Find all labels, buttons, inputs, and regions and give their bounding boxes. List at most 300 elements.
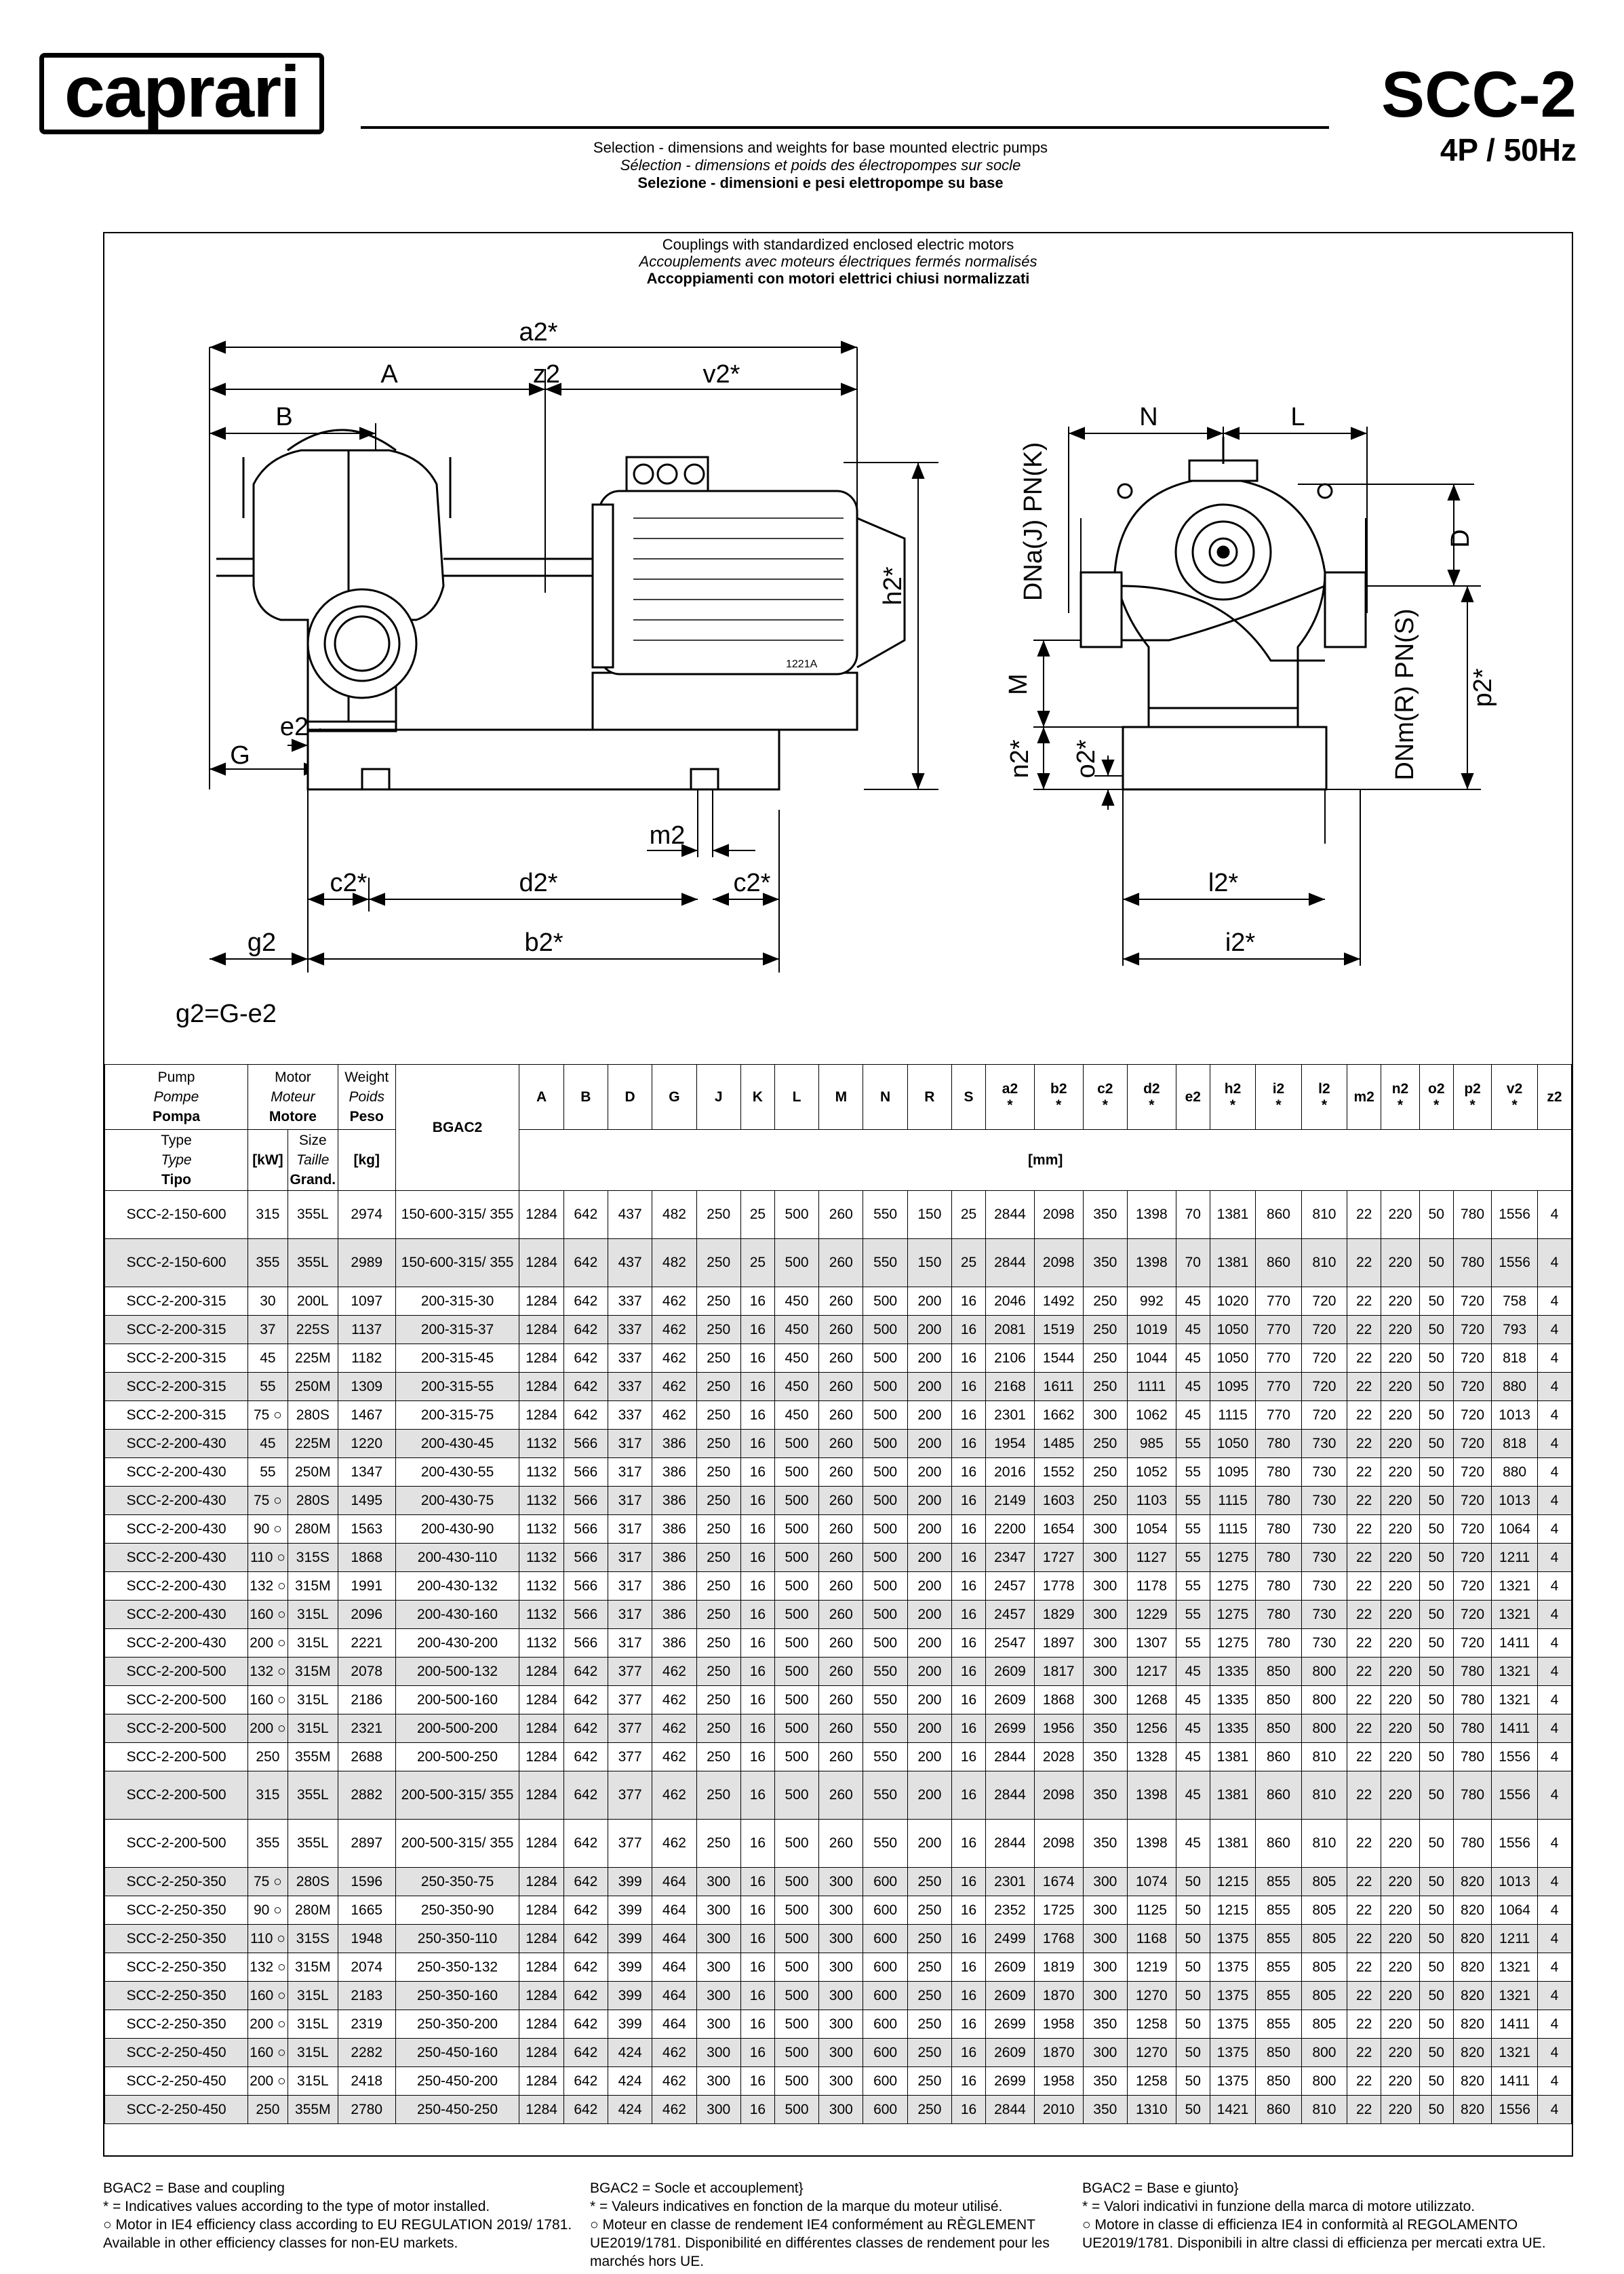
- table-cell: 880: [1492, 1458, 1537, 1487]
- table-cell: 860: [1256, 1239, 1301, 1287]
- table-cell: 1256: [1127, 1714, 1176, 1743]
- table-cell: 1556: [1492, 1191, 1537, 1239]
- dim-header-B: B: [563, 1065, 608, 1130]
- table-cell: 1321: [1492, 1658, 1537, 1686]
- table-cell: 1778: [1034, 1572, 1083, 1601]
- table-cell: 350: [1083, 1239, 1127, 1287]
- table-cell: 855: [1256, 1868, 1301, 1896]
- dim-header-a2: a2 *: [986, 1065, 1035, 1130]
- table-cell: 1948: [338, 1925, 395, 1953]
- label-h2: h2*: [879, 566, 907, 606]
- table-cell: 2028: [1034, 1743, 1083, 1771]
- table-cell: 377: [608, 1714, 652, 1743]
- table-cell: 90 ○: [248, 1515, 288, 1544]
- table-cell: 50: [1419, 2039, 1453, 2067]
- table-cell: 200: [907, 1572, 951, 1601]
- table-cell: 50: [1419, 1373, 1453, 1401]
- table-cell: 1270: [1127, 1982, 1176, 2010]
- table-cell: 150: [907, 1191, 951, 1239]
- table-cell: 250: [696, 1401, 740, 1430]
- footnote-it-3: ○ Motore in classe di efficienza IE4 in conformità al REGOLAMENTO UE2019/1781. Disponibili in altre classi di efficienza per mercati extra UE.: [1082, 2217, 1546, 2251]
- table-cell: 1019: [1127, 1316, 1176, 1344]
- table-cell: 50: [1419, 1430, 1453, 1458]
- table-cell: 4: [1537, 1714, 1571, 1743]
- table-cell: 1215: [1210, 1868, 1255, 1896]
- table-cell: 1991: [338, 1572, 395, 1601]
- table-row: [105, 1344, 1572, 1373]
- table-cell: 220: [1381, 1344, 1420, 1373]
- table-cell: 16: [740, 1771, 774, 1820]
- table-cell: 1168: [1127, 1925, 1176, 1953]
- table-cell: 1870: [1034, 1982, 1083, 2010]
- table-cell: 70: [1176, 1239, 1210, 1287]
- table-cell: 16: [740, 1820, 774, 1868]
- table-cell: 260: [819, 1401, 863, 1430]
- model-title: SCC-2: [1381, 58, 1577, 131]
- table-cell: 450: [774, 1287, 818, 1316]
- label-D: D: [1446, 529, 1475, 548]
- table-cell: 820: [1453, 1868, 1492, 1896]
- table-cell: SCC-2-250-350: [105, 1868, 248, 1896]
- footnote-fr-1: BGAC2 = Socle et accouplement}: [590, 2180, 804, 2196]
- table-cell: 500: [863, 1487, 907, 1515]
- table-cell: 2844: [986, 1191, 1035, 1239]
- table-cell: 1284: [519, 1287, 563, 1316]
- table-cell: 820: [1453, 2010, 1492, 2039]
- table-cell: 22: [1347, 1191, 1381, 1239]
- table-cell: 2699: [986, 2067, 1035, 2096]
- table-cell: 200: [907, 1714, 951, 1743]
- table-cell: 482: [652, 1191, 696, 1239]
- header-pump: Pump Pompe Pompa: [105, 1065, 248, 1130]
- table-cell: 22: [1347, 1544, 1381, 1572]
- footnotes-en: [103, 2179, 578, 2252]
- table-cell: 1284: [519, 2096, 563, 2124]
- table-cell: 355M: [288, 1743, 338, 1771]
- dim-header-n2: n2 *: [1381, 1065, 1420, 1130]
- table-cell: 2457: [986, 1601, 1035, 1629]
- table-cell: 300: [819, 2039, 863, 2067]
- table-cell: 200 ○: [248, 1714, 288, 1743]
- table-cell: 55: [1176, 1601, 1210, 1629]
- table-cell: 1132: [519, 1629, 563, 1658]
- table-cell: 1020: [1210, 1287, 1255, 1316]
- header-motor: Motor Moteur Motore: [248, 1065, 338, 1130]
- table-cell: 855: [1256, 1982, 1301, 2010]
- table-cell: 1132: [519, 1487, 563, 1515]
- table-cell: 1284: [519, 1239, 563, 1287]
- table-cell: 642: [563, 1239, 608, 1287]
- table-cell: 1215: [1210, 1896, 1255, 1925]
- table-cell: 355M: [288, 2096, 338, 2124]
- dim-header-J: J: [696, 1065, 740, 1130]
- table-cell: 464: [652, 1953, 696, 1982]
- table-cell: 1211: [1492, 1544, 1537, 1572]
- table-cell: 225M: [288, 1344, 338, 1373]
- table-cell: 1819: [1034, 1953, 1083, 1982]
- table-cell: 2186: [338, 1686, 395, 1714]
- table-cell: 22: [1347, 1515, 1381, 1544]
- table-cell: 337: [608, 1344, 652, 1373]
- table-row: [105, 1287, 1572, 1316]
- table-cell: 2844: [986, 1771, 1035, 1820]
- header-kw: [kW]: [248, 1130, 288, 1191]
- label-c2-left: c2*: [330, 869, 368, 897]
- table-cell: 1375: [1210, 1982, 1255, 2010]
- table-cell: 300: [1083, 1658, 1127, 1686]
- table-cell: 22: [1347, 1982, 1381, 2010]
- table-cell: 1013: [1492, 1401, 1537, 1430]
- table-cell: 16: [952, 1953, 986, 1982]
- table-cell: 820: [1453, 1925, 1492, 1953]
- table-cell: 399: [608, 1982, 652, 2010]
- table-cell: 386: [652, 1515, 696, 1544]
- table-cell: 250: [696, 1458, 740, 1487]
- table-cell: 315L: [288, 1601, 338, 1629]
- table-cell: 250-350-110: [395, 1925, 519, 1953]
- table-cell: 45: [1176, 1344, 1210, 1373]
- table-cell: 315M: [288, 1572, 338, 1601]
- table-cell: 1375: [1210, 2067, 1255, 2096]
- table-cell: 600: [863, 2039, 907, 2067]
- table-cell: 16: [952, 1401, 986, 1430]
- table-cell: 2301: [986, 1401, 1035, 1430]
- dim-header-o2: o2 *: [1419, 1065, 1453, 1130]
- table-cell: 225S: [288, 1316, 338, 1344]
- label-M: M: [1004, 673, 1033, 695]
- table-cell: 200: [907, 1601, 951, 1629]
- table-cell: SCC-2-250-450: [105, 2039, 248, 2067]
- table-cell: 16: [740, 1458, 774, 1487]
- table-cell: 220: [1381, 1714, 1420, 1743]
- table-row: [105, 1686, 1572, 1714]
- table-cell: 1654: [1034, 1515, 1083, 1544]
- table-cell: 200: [907, 1401, 951, 1430]
- table-cell: 4: [1537, 2096, 1571, 2124]
- table-cell: 1411: [1492, 1714, 1537, 1743]
- table-cell: 16: [740, 1344, 774, 1373]
- table-cell: SCC-2-250-350: [105, 2010, 248, 2039]
- table-cell: 2609: [986, 1953, 1035, 1982]
- table-cell: 317: [608, 1458, 652, 1487]
- table-cell: 462: [652, 1401, 696, 1430]
- table-cell: 300: [1083, 1601, 1127, 1629]
- table-cell: 355L: [288, 1191, 338, 1239]
- table-cell: 1178: [1127, 1572, 1176, 1601]
- table-cell: 50: [1419, 1868, 1453, 1896]
- table-cell: 1284: [519, 1344, 563, 1373]
- table-cell: SCC-2-200-500: [105, 1686, 248, 1714]
- table-cell: 200-430-45: [395, 1430, 519, 1458]
- table-cell: 793: [1492, 1316, 1537, 1344]
- table-cell: 250: [696, 1430, 740, 1458]
- table-cell: 1050: [1210, 1316, 1255, 1344]
- table-cell: 30: [248, 1287, 288, 1316]
- table-cell: 315L: [288, 2039, 338, 2067]
- table-cell: 4: [1537, 1239, 1571, 1287]
- table-cell: 500: [863, 1373, 907, 1401]
- table-cell: 1556: [1492, 1820, 1537, 1868]
- table-cell: 1095: [1210, 1458, 1255, 1487]
- table-cell: 720: [1453, 1430, 1492, 1458]
- table-cell: 500: [863, 1601, 907, 1629]
- table-cell: 566: [563, 1544, 608, 1572]
- table-cell: 1111: [1127, 1373, 1176, 1401]
- table-cell: 566: [563, 1458, 608, 1487]
- table-cell: 2016: [986, 1458, 1035, 1487]
- table-cell: 250: [696, 1316, 740, 1344]
- table-cell: 220: [1381, 1239, 1420, 1287]
- label-z2: z2: [532, 360, 561, 389]
- table-cell: 250: [1083, 1430, 1127, 1458]
- table-cell: 22: [1347, 2010, 1381, 2039]
- table-cell: 200 ○: [248, 2010, 288, 2039]
- dim-header-d2: d2 *: [1127, 1065, 1176, 1130]
- table-cell: 720: [1453, 1544, 1492, 1572]
- table-cell: 1375: [1210, 1953, 1255, 1982]
- table-cell: 500: [863, 1401, 907, 1430]
- table-cell: 1328: [1127, 1743, 1176, 1771]
- table-cell: 22: [1347, 2039, 1381, 2067]
- table-cell: 1284: [519, 2067, 563, 2096]
- table-cell: 810: [1301, 1239, 1347, 1287]
- table-cell: 16: [740, 1629, 774, 1658]
- table-cell: 25: [952, 1191, 986, 1239]
- table-row: [105, 1896, 1572, 1925]
- table-cell: 300: [819, 1953, 863, 1982]
- table-cell: 50: [1419, 1487, 1453, 1515]
- table-cell: 250: [1083, 1373, 1127, 1401]
- table-cell: 16: [740, 2096, 774, 2124]
- table-cell: 150: [907, 1239, 951, 1287]
- table-cell: 1817: [1034, 1658, 1083, 1686]
- table-cell: 50: [1419, 1458, 1453, 1487]
- table-cell: 16: [740, 1743, 774, 1771]
- table-cell: 2200: [986, 1515, 1035, 1544]
- table-cell: SCC-2-200-430: [105, 1601, 248, 1629]
- table-cell: 22: [1347, 1896, 1381, 1925]
- table-cell: 250: [907, 2096, 951, 2124]
- table-cell: 642: [563, 1982, 608, 2010]
- table-cell: 55: [1176, 1430, 1210, 1458]
- table-cell: 820: [1453, 2067, 1492, 2096]
- table-cell: 200-315-75: [395, 1401, 519, 1430]
- table-cell: 377: [608, 1686, 652, 1714]
- table-cell: 50: [1419, 1191, 1453, 1239]
- table-cell: SCC-2-250-350: [105, 1953, 248, 1982]
- table-cell: 399: [608, 1896, 652, 1925]
- table-cell: 50: [1176, 1953, 1210, 1982]
- table-cell: 780: [1256, 1544, 1301, 1572]
- dim-header-v2: v2 *: [1492, 1065, 1537, 1130]
- table-cell: 45: [1176, 1686, 1210, 1714]
- table-cell: 45: [248, 1430, 288, 1458]
- table-cell: 300: [696, 1953, 740, 1982]
- table-cell: 260: [819, 1771, 863, 1820]
- table-cell: 450: [774, 1344, 818, 1373]
- table-cell: 16: [952, 1373, 986, 1401]
- table-cell: 780: [1453, 1743, 1492, 1771]
- table-cell: 720: [1453, 1401, 1492, 1430]
- table-row: [105, 1868, 1572, 1896]
- table-cell: 22: [1347, 1601, 1381, 1629]
- table-cell: 1674: [1034, 1868, 1083, 1896]
- table-cell: 200-430-200: [395, 1629, 519, 1658]
- diagram-title-it: Accoppiamenti con motori elettrici chiusi normalizzati: [646, 270, 1030, 287]
- table-cell: 132 ○: [248, 1572, 288, 1601]
- table-cell: 250: [696, 1743, 740, 1771]
- table-cell: 2418: [338, 2067, 395, 2096]
- table-cell: 250-350-200: [395, 2010, 519, 2039]
- table-cell: 22: [1347, 1658, 1381, 1686]
- table-cell: 805: [1301, 1925, 1347, 1953]
- table-cell: 1284: [519, 1868, 563, 1896]
- table-cell: 780: [1256, 1430, 1301, 1458]
- table-cell: 250: [696, 1373, 740, 1401]
- table-cell: 800: [1301, 2039, 1347, 2067]
- table-cell: 355L: [288, 1820, 338, 1868]
- table-cell: 16: [952, 1544, 986, 1572]
- table-cell: 55: [1176, 1629, 1210, 1658]
- table-row: [105, 1430, 1572, 1458]
- table-cell: 2457: [986, 1572, 1035, 1601]
- table-cell: 260: [819, 1515, 863, 1544]
- table-cell: 399: [608, 1925, 652, 1953]
- table-cell: 16: [952, 1487, 986, 1515]
- table-cell: 462: [652, 2096, 696, 2124]
- table-cell: 350: [1083, 1191, 1127, 1239]
- table-cell: 280S: [288, 1401, 338, 1430]
- table-cell: 16: [740, 1487, 774, 1515]
- table-cell: 1596: [338, 1868, 395, 1896]
- table-cell: 464: [652, 1868, 696, 1896]
- table-cell: 16: [740, 1544, 774, 1572]
- table-cell: 150-600-315/ 355: [395, 1239, 519, 1287]
- frequency-label: 4P / 50Hz: [1440, 132, 1577, 168]
- table-cell: 1398: [1127, 1239, 1176, 1287]
- table-cell: 462: [652, 1686, 696, 1714]
- table-cell: 4: [1537, 1572, 1571, 1601]
- header-bgac2: BGAC2: [395, 1065, 519, 1191]
- table-cell: 250: [696, 1686, 740, 1714]
- table-cell: 220: [1381, 1982, 1420, 2010]
- table-cell: 2609: [986, 1658, 1035, 1686]
- table-cell: 22: [1347, 1925, 1381, 1953]
- table-cell: 300: [819, 1896, 863, 1925]
- table-cell: 355: [248, 1239, 288, 1287]
- table-cell: 50: [1176, 2039, 1210, 2067]
- table-cell: SCC-2-200-315: [105, 1316, 248, 1344]
- table-cell: 300: [819, 2096, 863, 2124]
- table-cell: 2882: [338, 1771, 395, 1820]
- table-cell: 1284: [519, 1316, 563, 1344]
- table-cell: 2301: [986, 1868, 1035, 1896]
- table-cell: 50: [1419, 1658, 1453, 1686]
- table-cell: 25: [952, 1239, 986, 1287]
- table-cell: 2046: [986, 1287, 1035, 1316]
- table-cell: 810: [1301, 1743, 1347, 1771]
- dim-header-b2: b2 *: [1034, 1065, 1083, 1130]
- table-cell: 250: [696, 1658, 740, 1686]
- table-cell: 860: [1256, 1191, 1301, 1239]
- table-cell: 22: [1347, 1572, 1381, 1601]
- table-cell: 4: [1537, 1344, 1571, 1373]
- table-cell: 250: [696, 1191, 740, 1239]
- table-cell: 642: [563, 2067, 608, 2096]
- subtitle-fr: Sélection - dimensions et poids des électropompes sur socle: [620, 157, 1021, 174]
- table-cell: 550: [863, 1743, 907, 1771]
- table-cell: 260: [819, 1344, 863, 1373]
- table-cell: 22: [1347, 1686, 1381, 1714]
- table-cell: 2168: [986, 1373, 1035, 1401]
- table-cell: 350: [1083, 1714, 1127, 1743]
- dimensions-table: [104, 1064, 1572, 2124]
- table-cell: 16: [952, 2010, 986, 2039]
- dim-header-G: G: [652, 1065, 696, 1130]
- table-cell: 50: [1419, 1572, 1453, 1601]
- table-cell: 550: [863, 1658, 907, 1686]
- table-cell: 55: [248, 1458, 288, 1487]
- table-cell: 220: [1381, 2096, 1420, 2124]
- table-cell: 200-430-55: [395, 1458, 519, 1487]
- table-cell: 600: [863, 1953, 907, 1982]
- table-row: [105, 1820, 1572, 1868]
- table-row: [105, 1743, 1572, 1771]
- table-cell: 300: [1083, 2039, 1127, 2067]
- table-cell: 1725: [1034, 1896, 1083, 1925]
- table-cell: 500: [774, 1868, 818, 1896]
- table-cell: 2010: [1034, 2096, 1083, 2124]
- table-cell: 2221: [338, 1629, 395, 1658]
- table-cell: 600: [863, 2067, 907, 2096]
- table-cell: 386: [652, 1544, 696, 1572]
- dim-header-K: K: [740, 1065, 774, 1130]
- header-type: Type Type Tipo: [105, 1130, 248, 1191]
- table-cell: 45: [1176, 1771, 1210, 1820]
- footnote-fr-2: * = Valeurs indicatives en fonction de la marque du moteur utilisé.: [590, 2199, 1003, 2214]
- table-cell: 300: [696, 2096, 740, 2124]
- table-cell: 462: [652, 1658, 696, 1686]
- diagram-title-en: Couplings with standardized enclosed electric motors: [662, 236, 1014, 253]
- table-cell: 1115: [1210, 1487, 1255, 1515]
- table-cell: 4: [1537, 1820, 1571, 1868]
- table-cell: 1064: [1492, 1515, 1537, 1544]
- table-cell: 200-315-30: [395, 1287, 519, 1316]
- table-cell: 1050: [1210, 1430, 1255, 1458]
- table-cell: 4: [1537, 1544, 1571, 1572]
- table-cell: 1868: [338, 1544, 395, 1572]
- table-cell: 200 ○: [248, 2067, 288, 2096]
- table-cell: 860: [1256, 1771, 1301, 1820]
- table-cell: 1284: [519, 1714, 563, 1743]
- table-cell: 1054: [1127, 1515, 1176, 1544]
- table-cell: 1870: [1034, 2039, 1083, 2067]
- table-cell: 437: [608, 1191, 652, 1239]
- table-cell: 500: [774, 1820, 818, 1868]
- table-cell: 16: [952, 1601, 986, 1629]
- table-cell: 16: [952, 1430, 986, 1458]
- label-v2: v2*: [702, 360, 740, 389]
- dim-header-S: S: [952, 1065, 986, 1130]
- table-cell: 25: [740, 1239, 774, 1287]
- table-cell: 642: [563, 1686, 608, 1714]
- table-cell: SCC-2-150-600: [105, 1239, 248, 1287]
- table-cell: 16: [952, 2096, 986, 2124]
- dim-header-z2: z2: [1537, 1065, 1571, 1130]
- table-cell: 250: [696, 1515, 740, 1544]
- footnote-it-1: BGAC2 = Base e giunto}: [1082, 2180, 1239, 2196]
- table-cell: 850: [1256, 2039, 1301, 2067]
